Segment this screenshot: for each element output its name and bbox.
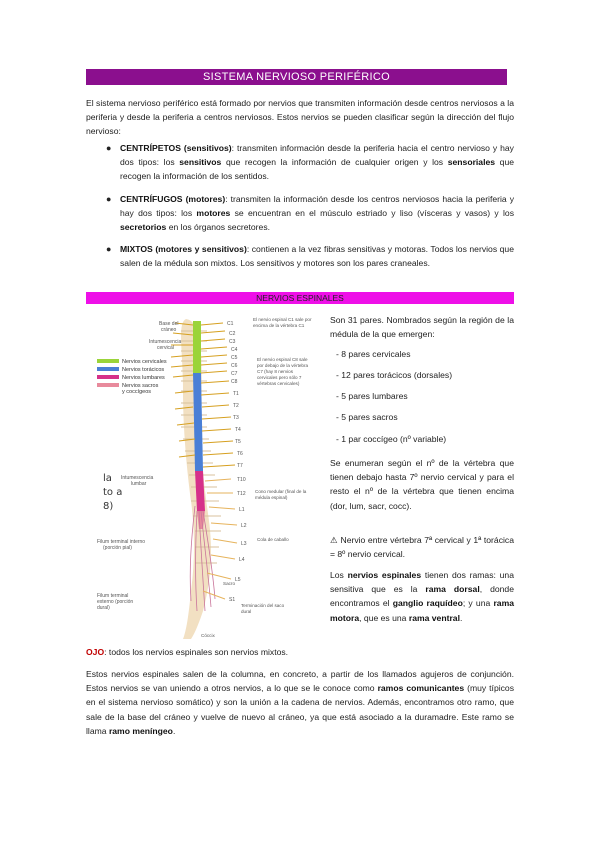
svg-text:C6: C6: [231, 363, 238, 369]
svg-text:T1: T1: [233, 391, 239, 397]
svg-text:C7 (hay 8 nervios: C7 (hay 8 nervios: [257, 369, 294, 374]
svg-text:C7: C7: [231, 371, 238, 377]
list-item: ● CENTRÍFUGOS (motores): transmiten la información desde los centros nerviosos hacia la periferia y hay dos tipos: los motores se encuentran en el músculo estriado y liso (vísceras y vasos) y los secretorios en los órganos secretores.: [106, 193, 514, 233]
intro-paragraph: El sistema nervioso periférico está formado por nervios que transmiten información desde centros nerviosos a la periferia y desde la periferia a centros nerviosos. Estos nervios se pueden clasificar según la dirección del flujo nervioso:: [86, 98, 514, 137]
svg-text:Intumescencia: Intumescencia: [121, 475, 154, 481]
svg-text:Nervios sacros: Nervios sacros: [122, 383, 159, 389]
svg-text:El nervio espinal C8 sale: El nervio espinal C8 sale: [257, 357, 308, 362]
svg-text:Intumescencia: Intumescencia: [149, 339, 182, 345]
ojo-note: OJO: todos los nervios espinales son nervios mixtos.: [86, 647, 289, 657]
list-item: - 5 pares sacros: [336, 412, 398, 422]
svg-text:dural): dural): [97, 605, 110, 611]
svg-text:T10: T10: [237, 477, 246, 483]
svg-text:T5: T5: [235, 439, 241, 445]
list-item: - 5 pares lumbares: [336, 391, 408, 401]
svg-text:T3: T3: [233, 415, 239, 421]
final-paragraph: Estos nervios espinales salen de la columna, en concreto, a partir de los llamados agujeros de conjunción. Estos nervios se van uniendo a otros nervios, a lo que se le conoce como ramos comunicantes (muy típicos en el sistema nervioso somático) y son la unión a la cadena de nervios. Además, encontramos otro ramo, que sale de la base del cráneo y vuelve de nuevo al cráneo, ya que está asociado a la duramadre. Este ramo se llama ramo meníngeo.: [86, 669, 515, 736]
svg-text:El nervio espinal C1 sale por: El nervio espinal C1 sale por: [253, 317, 312, 322]
bullet-icon: ●: [106, 193, 112, 204]
svg-text:T6: T6: [237, 451, 243, 457]
svg-text:cervical: cervical: [157, 345, 174, 351]
bullet-icon: ●: [106, 244, 112, 255]
svg-text:dural: dural: [241, 609, 252, 614]
page-title: SISTEMA NERVIOSO PERIFÉRICO: [86, 69, 507, 85]
svg-text:to a: to a: [103, 487, 123, 498]
spinal-cord-illustration: [91, 311, 325, 641]
svg-text:C2: C2: [229, 331, 236, 337]
branches-text: Los nervios espinales tienen dos ramas: una sensitiva que es la rama dorsal, donde encontramos el ganglio raquídeo; y una rama motora, que es una rama ventral.: [330, 570, 514, 623]
svg-text:encima de la vértebra C1: encima de la vértebra C1: [253, 323, 305, 328]
svg-text:L4: L4: [239, 557, 245, 563]
svg-text:por debajo de la vértebra: por debajo de la vértebra: [257, 363, 309, 368]
svg-text:Filum terminal: Filum terminal: [97, 593, 129, 599]
svg-text:C4: C4: [231, 347, 238, 353]
classification-list: [86, 141, 514, 279]
svg-text:y coccígeos: y coccígeos: [122, 389, 152, 395]
list-item: - 1 par coccígeo (nº variable): [336, 434, 447, 444]
svg-text:médula espinal): médula espinal): [255, 495, 288, 500]
svg-text:Base del: Base del: [159, 321, 179, 327]
svg-text:T12: T12: [237, 491, 246, 497]
svg-text:C1: C1: [227, 321, 234, 327]
svg-text:S1: S1: [229, 597, 236, 603]
svg-text:cráneo: cráneo: [161, 327, 177, 333]
svg-text:la: la: [103, 473, 112, 484]
svg-text:T4: T4: [235, 427, 241, 433]
svg-text:Cola de caballo: Cola de caballo: [257, 537, 289, 542]
svg-text:C8: C8: [231, 379, 238, 385]
svg-text:L1: L1: [239, 507, 245, 513]
svg-text:vértebras cervicales): vértebras cervicales): [257, 381, 300, 386]
list-item: - 12 pares torácicos (dorsales): [336, 370, 453, 380]
svg-text:L5: L5: [235, 577, 241, 583]
svg-text:Terminación del saco: Terminación del saco: [241, 603, 285, 608]
section-title: NERVIOS ESPINALES: [86, 292, 514, 304]
svg-text:Filum terminal interno: Filum terminal interno: [97, 539, 146, 545]
svg-text:L3: L3: [241, 541, 247, 547]
svg-text:(porción pial): (porción pial): [103, 545, 132, 551]
svg-text:C3: C3: [229, 339, 236, 345]
spinal-nerves-figure: [91, 311, 325, 641]
spinal-pairs-text: Son 31 pares. Nombrados según la región de la médula de la que emergen:: [330, 315, 514, 340]
svg-text:Cóccix: Cóccix: [201, 633, 215, 638]
svg-text:cervicales pero sólo 7: cervicales pero sólo 7: [257, 375, 302, 380]
svg-text:Nervios lumbares: Nervios lumbares: [122, 375, 165, 381]
warning-note: ⚠ Nervio entre vértebra 7ª cervical y 1ª torácica = 8º nervio cervical.: [330, 535, 514, 560]
svg-text:T2: T2: [233, 403, 239, 409]
bullet-icon: ●: [106, 143, 112, 153]
svg-text:Cono medular (final de la: Cono medular (final de la: [255, 489, 307, 494]
svg-text:Sacro: Sacro: [223, 581, 236, 586]
list-item: ● MIXTOS (motores y sensitivos): contienen a la vez fibras sensitivas y motoras. Todos los nervios que salen de la médula son mixtos. Los sensitivos y motores son los pares craneales.: [106, 244, 514, 269]
svg-text:Nervios cervicales: Nervios cervicales: [122, 359, 167, 365]
svg-text:lumbar: lumbar: [131, 481, 147, 487]
svg-text:8): 8): [103, 501, 114, 512]
list-item: ● CENTRÍPETOS (sensitivos): transmiten información desde la periferia hacia el centro nervioso y hay dos tipos: los sensitivos que recogen la información de cualquier origen y los sensoriales que recogen la información de los sentidos.: [106, 143, 514, 182]
svg-text:Nervios torácicos: Nervios torácicos: [122, 367, 165, 373]
list-item: - 8 pares cervicales: [336, 349, 411, 359]
numbering-text: Se enumeran según el nº de la vértebra que tienen debajo hasta 7º nervio cervical y para el resto el nº de la vértebra que tienen encima (dor, lum, sacr, cocc).: [330, 458, 514, 511]
svg-text:C5: C5: [231, 355, 238, 361]
svg-text:T7: T7: [237, 463, 243, 469]
svg-text:externo (porción: externo (porción: [97, 599, 134, 605]
svg-text:L2: L2: [241, 523, 247, 529]
